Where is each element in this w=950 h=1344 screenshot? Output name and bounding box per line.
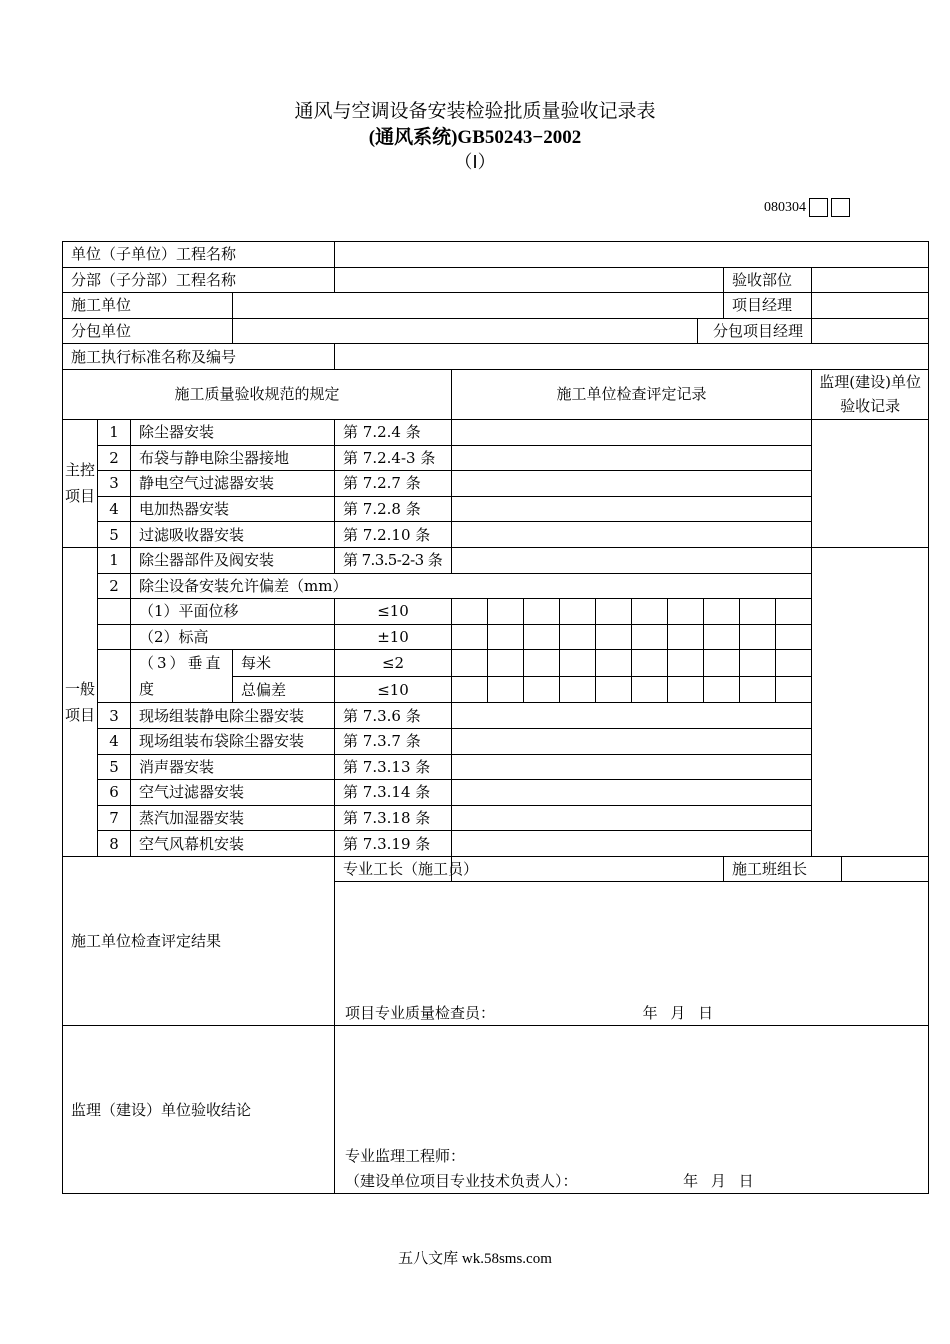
main-item-record[interactable]	[452, 471, 812, 497]
column-spec: 施工质量验收规范的规定	[63, 369, 452, 419]
measure-cell[interactable]	[775, 677, 811, 703]
team-leader-label: 施工班组长	[724, 856, 842, 882]
measure-cell[interactable]	[488, 599, 524, 624]
deviation-limit: ±10	[335, 624, 452, 650]
general-item-name: 除尘设备安装允许偏差（mm）	[131, 573, 812, 599]
subcontract-unit-label: 分包单位	[63, 318, 233, 344]
deviation-blank	[98, 599, 131, 625]
inspection-part-label: 验收部位	[724, 267, 812, 293]
main-item-no: 2	[98, 445, 131, 471]
construction-result-label: 施工单位检查评定结果	[63, 856, 335, 1026]
unit-name-label: 单位（子单位）工程名称	[63, 242, 335, 268]
owner-label: （建设单位项目专业技术负责人）：	[345, 1172, 578, 1191]
main-item-clause: 第 7.2.10 条	[335, 522, 452, 548]
general-item-record[interactable]	[452, 547, 812, 573]
measure-cell[interactable]	[596, 625, 632, 650]
main-item-name: 电加热器安装	[131, 496, 335, 522]
measure-cell[interactable]	[775, 599, 811, 624]
project-manager-label: 项目经理	[724, 293, 812, 319]
main-item-clause: 第 7.2.4-3 条	[335, 445, 452, 471]
main-item-name: 静电空气过滤器安装	[131, 471, 335, 497]
general-item-record[interactable]	[452, 780, 812, 806]
measure-cell[interactable]	[452, 650, 488, 676]
main-item-record[interactable]	[452, 522, 812, 548]
general-items-label: 一般项目	[63, 547, 98, 856]
column-check-record: 施工单位检查评定记录	[452, 369, 812, 419]
measure-cell[interactable]	[560, 677, 596, 703]
general-item-name: 空气过滤器安装	[131, 780, 335, 806]
general-item-record[interactable]	[452, 754, 812, 780]
form-code-number: 080304	[764, 199, 806, 215]
general-item-record[interactable]	[452, 728, 812, 754]
inspection-date: 年 月 日	[642, 1004, 714, 1023]
measure-cell[interactable]	[524, 650, 560, 676]
general-item-no: 5	[98, 754, 131, 780]
general-item-name: 蒸汽加湿器安装	[131, 805, 335, 831]
form-code	[764, 198, 850, 217]
code-box-2[interactable]	[831, 198, 850, 217]
general-item-no: 8	[98, 831, 131, 857]
deviation-measurements[interactable]	[452, 624, 812, 650]
general-item-clause: 第 7.3.6 条	[335, 703, 452, 729]
general-item-name: 现场组装静电除尘器安装	[131, 703, 335, 729]
measure-cell[interactable]	[524, 625, 560, 650]
measure-cell[interactable]	[452, 625, 488, 650]
inspection-part-field[interactable]	[812, 267, 929, 293]
measure-cell[interactable]	[560, 625, 596, 650]
main-item-name: 布袋与静电除尘器接地	[131, 445, 335, 471]
deviation-name: （2）标高	[131, 624, 335, 650]
measure-cell[interactable]	[703, 599, 739, 624]
column-supervisor: 监理(建设)单位验收记录	[812, 369, 929, 419]
main-item-record[interactable]	[452, 419, 812, 445]
subcontract-manager-field[interactable]	[812, 318, 929, 344]
general-item-no: 1	[98, 547, 131, 573]
deviation-measurements[interactable]	[452, 650, 812, 677]
measure-cell[interactable]	[631, 677, 667, 703]
main-item-name: 除尘器安装	[131, 419, 335, 445]
main-item-no: 3	[98, 471, 131, 497]
measure-cell[interactable]	[667, 650, 703, 676]
foreman-field[interactable]	[452, 856, 724, 882]
standard-field[interactable]	[335, 344, 929, 370]
measure-cell[interactable]	[667, 599, 703, 624]
general-item-clause: 第 7.3.7 条	[335, 728, 452, 754]
measure-cell[interactable]	[488, 625, 524, 650]
form-volume: （Ⅰ）	[454, 152, 496, 173]
measure-cell[interactable]	[667, 677, 703, 703]
general-item-name: 消声器安装	[131, 754, 335, 780]
deviation-limit: ≤10	[335, 676, 452, 703]
general-item-clause: 第 7.3.14 条	[335, 780, 452, 806]
deviation-sub-name: 每米	[233, 650, 335, 677]
measure-cell[interactable]	[631, 625, 667, 650]
general-item-name: 现场组装布袋除尘器安装	[131, 728, 335, 754]
general-item-clause: 第 7.3.19 条	[335, 831, 452, 857]
measure-cell[interactable]	[703, 625, 739, 650]
inspection-form	[62, 241, 929, 1194]
measure-cell[interactable]	[775, 625, 811, 650]
measure-cell[interactable]	[524, 599, 560, 624]
main-item-no: 4	[98, 496, 131, 522]
project-manager-field[interactable]	[812, 293, 929, 319]
measure-cell[interactable]	[631, 599, 667, 624]
measure-cell[interactable]	[775, 650, 811, 676]
standard-label: 施工执行标准名称及编号	[63, 344, 335, 370]
construction-unit-field[interactable]	[233, 293, 724, 319]
measure-cell[interactable]	[452, 677, 488, 703]
main-item-clause: 第 7.2.7 条	[335, 471, 452, 497]
general-item-no: 6	[98, 780, 131, 806]
general-items-supervisor-record[interactable]	[812, 547, 929, 856]
main-item-clause: 第 7.2.8 条	[335, 496, 452, 522]
footer-watermark: 五八文库 wk.58sms.com	[398, 1251, 552, 1267]
inspector-label: 项目专业质量检查员：	[345, 1004, 496, 1023]
measure-cell[interactable]	[488, 650, 524, 676]
measure-cell[interactable]	[596, 677, 632, 703]
supervision-date: 年 月 日	[683, 1172, 754, 1191]
main-item-record[interactable]	[452, 496, 812, 522]
inspector-signature	[345, 1004, 713, 1022]
sub-project-field[interactable]	[335, 267, 724, 293]
supervision-conclusion-label: 监理（建设）单位验收结论	[63, 1026, 335, 1194]
main-item-no: 5	[98, 522, 131, 548]
construction-result-area[interactable]	[335, 882, 929, 1026]
measure-cell[interactable]	[703, 677, 739, 703]
foreman-label: 专业工长（施工员）	[335, 856, 452, 882]
team-leader-field[interactable]	[842, 856, 929, 882]
engineer-label: 专业监理工程师：	[345, 1147, 466, 1166]
supervision-conclusion-area[interactable]	[335, 1026, 929, 1194]
measure-cell[interactable]	[739, 650, 775, 676]
measure-cell[interactable]	[739, 599, 775, 624]
subcontract-unit-field[interactable]	[233, 318, 698, 344]
measure-cell[interactable]	[667, 625, 703, 650]
general-item-record[interactable]	[452, 703, 812, 729]
general-item-clause: 第 7.3.18 条	[335, 805, 452, 831]
main-item-clause: 第 7.2.4 条	[335, 419, 452, 445]
deviation-blank	[98, 650, 131, 703]
measure-cell[interactable]	[703, 650, 739, 676]
general-item-no: 7	[98, 805, 131, 831]
main-item-no: 1	[98, 419, 131, 445]
measure-cell[interactable]	[631, 650, 667, 676]
deviation-limit: ≤10	[335, 599, 452, 625]
general-item-record[interactable]	[452, 805, 812, 831]
measure-cell[interactable]	[524, 677, 560, 703]
subcontract-manager-label: 分包项目经理	[698, 318, 812, 344]
deviation-name: （1）平面位移	[131, 599, 335, 625]
unit-name-field[interactable]	[335, 242, 929, 268]
deviation-blank	[98, 624, 131, 650]
measure-cell[interactable]	[739, 677, 775, 703]
general-item-no: 3	[98, 703, 131, 729]
measure-cell[interactable]	[452, 599, 488, 624]
measure-cell[interactable]	[739, 625, 775, 650]
deviation-sub-name: 总偏差	[233, 676, 335, 703]
form-subtitle: (通风系统)GB50243−2002	[368, 127, 582, 148]
deviation-name: （3）垂直度	[131, 650, 233, 703]
general-item-clause: 第 7.3.13 条	[335, 754, 452, 780]
measure-cell[interactable]	[596, 650, 632, 676]
measure-cell[interactable]	[560, 650, 596, 676]
main-items-supervisor-record[interactable]	[812, 419, 929, 547]
measure-cell[interactable]	[560, 599, 596, 624]
form-title: 通风与空调设备安装检验批质量验收记录表	[294, 100, 656, 122]
deviation-limit: ≤2	[335, 650, 452, 677]
measure-cell[interactable]	[488, 677, 524, 703]
deviation-measurements[interactable]	[452, 676, 812, 703]
general-item-clause: 第 7.3.5-2-3 条	[335, 547, 452, 573]
main-item-name: 过滤吸收器安装	[131, 522, 335, 548]
general-item-no: 2	[98, 573, 131, 599]
general-item-name: 除尘器部件及阀安装	[131, 547, 335, 573]
measure-cell[interactable]	[596, 599, 632, 624]
sub-project-label: 分部（子分部）工程名称	[63, 267, 335, 293]
code-box-1[interactable]	[809, 198, 828, 217]
general-item-name: 空气风幕机安装	[131, 831, 335, 857]
main-items-label: 主控项目	[63, 419, 98, 547]
deviation-measurements[interactable]	[452, 599, 812, 625]
general-item-record[interactable]	[452, 831, 812, 857]
owner-signature	[345, 1172, 754, 1190]
main-item-record[interactable]	[452, 445, 812, 471]
construction-unit-label: 施工单位	[63, 293, 233, 319]
general-item-no: 4	[98, 728, 131, 754]
